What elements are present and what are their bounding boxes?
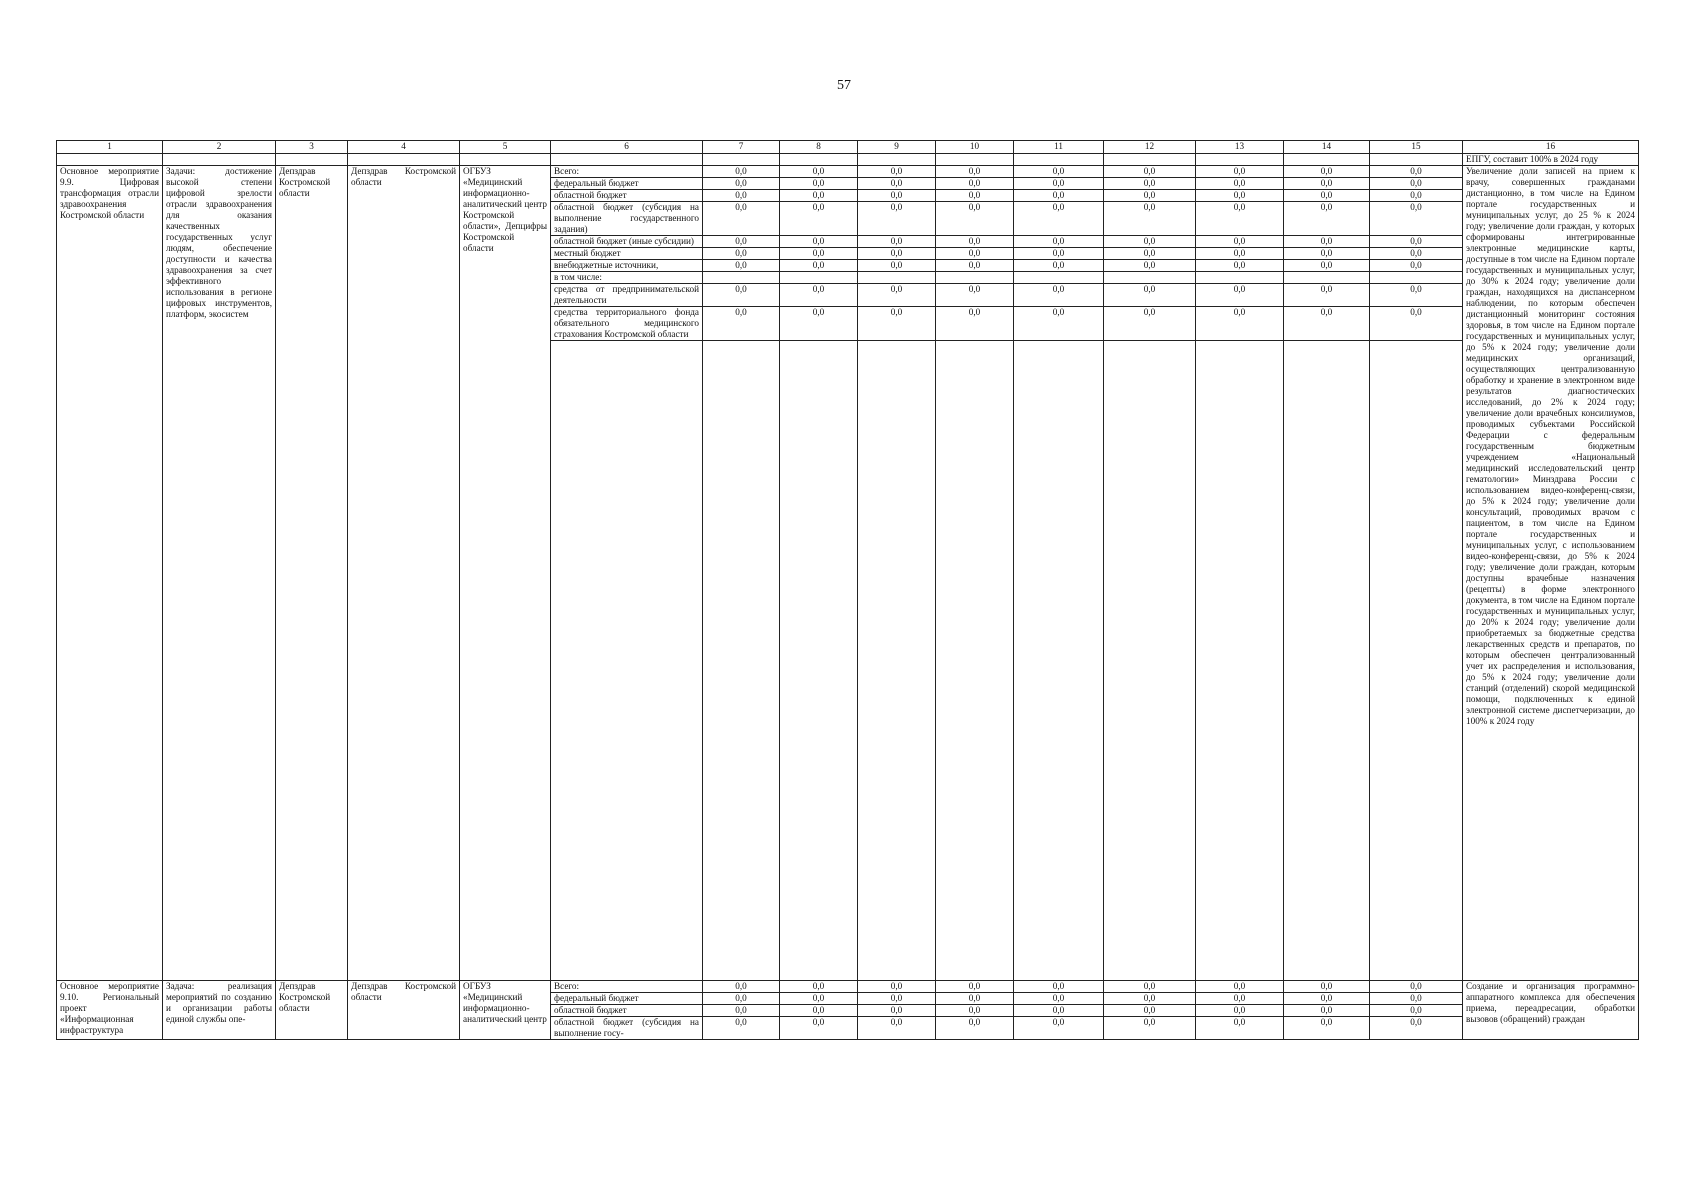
cell-value: 0,0: [1014, 236, 1104, 248]
cell-value: 0,0: [703, 284, 780, 307]
cell-value: 0,0: [1370, 993, 1463, 1005]
measure-tasks: Задача: реализация мероприятий по созданию и организации работы единой службы опе-: [163, 981, 276, 1040]
cell-value: 0,0: [1196, 166, 1284, 178]
cell-value: 0,0: [858, 307, 936, 341]
cell-value: 0,0: [780, 284, 858, 307]
col-number: 2: [163, 141, 276, 154]
cell-value: 0,0: [780, 260, 858, 272]
cell-value: 0,0: [858, 248, 936, 260]
cell-value: 0,0: [1196, 202, 1284, 236]
participant: ОГБУЗ «Медицинский информационно-аналитический центр Костромской области», Депцифры Костромской области: [460, 166, 551, 981]
cell-value: 0,0: [703, 190, 780, 202]
col-number: 10: [936, 141, 1014, 154]
cell-value: 0,0: [936, 178, 1014, 190]
col-number: 3: [276, 141, 348, 154]
source-label: местный бюджет: [551, 248, 703, 260]
cell-value: 0,0: [1014, 190, 1104, 202]
source-label: в том числе:: [551, 272, 703, 284]
cell-value: 0,0: [1196, 1017, 1284, 1040]
cell-value: 0,0: [936, 202, 1014, 236]
continuation-row: [57, 154, 1639, 166]
cell-value: 0,0: [858, 981, 936, 993]
source-label: федеральный бюджет: [551, 178, 703, 190]
cell-value: 0,0: [1014, 166, 1104, 178]
cell-value: 0,0: [780, 1005, 858, 1017]
cell-value: 0,0: [1370, 981, 1463, 993]
col-number: 6: [551, 141, 703, 154]
cell-value: 0,0: [780, 248, 858, 260]
measure-name: Основное мероприятие 9.9. Цифровая трансформация отрасли здравоохранения Костромской области: [57, 166, 163, 981]
source-label: Всего:: [551, 981, 703, 993]
cell-value: 0,0: [703, 236, 780, 248]
cell-value: 0,0: [1104, 1005, 1196, 1017]
cell-value: 0,0: [1284, 166, 1370, 178]
cell-value: 0,0: [936, 260, 1014, 272]
cell-value: 0,0: [858, 284, 936, 307]
cell-value: 0,0: [1370, 1017, 1463, 1040]
cell-value: 0,0: [1104, 1017, 1196, 1040]
col-number: 5: [460, 141, 551, 154]
cell-value: 0,0: [1284, 1017, 1370, 1040]
co-executor: Депздрав Костромской области: [348, 166, 460, 981]
table-row: [57, 981, 1639, 993]
cell-value: 0,0: [1104, 981, 1196, 993]
cell-value: 0,0: [1104, 307, 1196, 341]
responsible-executor: Депздрав Костромской области: [276, 981, 348, 1040]
col-number: 14: [1284, 141, 1370, 154]
cell-value: 0,0: [1284, 178, 1370, 190]
cell-value: 0,0: [780, 190, 858, 202]
col-number: 8: [780, 141, 858, 154]
cell-value: 0,0: [1370, 166, 1463, 178]
cell-value: 0,0: [858, 260, 936, 272]
cell-value: 0,0: [1196, 178, 1284, 190]
cell-value: 0,0: [1104, 236, 1196, 248]
cell-value: 0,0: [1014, 178, 1104, 190]
cell-value: 0,0: [703, 993, 780, 1005]
source-label: областной бюджет (субсидия на выполнение государственного задания): [551, 202, 703, 236]
cell-value: 0,0: [1196, 993, 1284, 1005]
cell-value: 0,0: [1284, 981, 1370, 993]
cell-value: 0,0: [703, 981, 780, 993]
cell-value: 0,0: [1370, 307, 1463, 341]
cell-value: 0,0: [858, 166, 936, 178]
cell-value: 0,0: [703, 248, 780, 260]
cell-value: 0,0: [1104, 166, 1196, 178]
cell-value: 0,0: [1196, 307, 1284, 341]
cell-value: 0,0: [936, 236, 1014, 248]
cell-value: [780, 272, 858, 284]
cell-value: 0,0: [780, 236, 858, 248]
cell-value: 0,0: [780, 202, 858, 236]
cell-value: 0,0: [780, 307, 858, 341]
cell-value: 0,0: [780, 993, 858, 1005]
cell-value: 0,0: [858, 1017, 936, 1040]
measure-name: Основное мероприятие 9.10. Региональный проект «Информационная инфраструктура: [57, 981, 163, 1040]
cell-value: 0,0: [858, 178, 936, 190]
cell-value: 0,0: [1370, 178, 1463, 190]
source-label: областной бюджет: [551, 1005, 703, 1017]
cell-value: 0,0: [1014, 1005, 1104, 1017]
co-executor: Депздрав Костромской области: [348, 981, 460, 1040]
cell-value: 0,0: [1370, 1005, 1463, 1017]
table-row: [57, 166, 1639, 178]
source-label: областной бюджет (иные субсидии): [551, 236, 703, 248]
cell-value: 0,0: [780, 178, 858, 190]
cell-value: 0,0: [1284, 993, 1370, 1005]
cell-value: 0,0: [1284, 284, 1370, 307]
cell-value: 0,0: [936, 190, 1014, 202]
cell-value: 0,0: [1284, 202, 1370, 236]
source-label: федеральный бюджет: [551, 993, 703, 1005]
cell-value: 0,0: [1014, 284, 1104, 307]
cell-value: 0,0: [1104, 248, 1196, 260]
cell-value: 0,0: [780, 166, 858, 178]
cell-value: 0,0: [1104, 260, 1196, 272]
cell-value: 0,0: [703, 202, 780, 236]
cell-value: 0,0: [1104, 202, 1196, 236]
cell-value: 0,0: [1284, 260, 1370, 272]
source-label: Всего:: [551, 166, 703, 178]
cell-value: 0,0: [1014, 307, 1104, 341]
cell-value: [1370, 272, 1463, 284]
page-number: 57: [837, 78, 851, 93]
cell-value: 0,0: [1104, 284, 1196, 307]
cell-value: 0,0: [1014, 981, 1104, 993]
responsible-executor: Депздрав Костромской области: [276, 166, 348, 981]
col-number: 9: [858, 141, 936, 154]
cell-value: [936, 272, 1014, 284]
outcome-text: Увеличение доли записей на прием к врачу, совершенных гражданами дистанционно, в том числе на Едином портале государственных и муниципальных услуг, до 25 % к 2024 году; увеличение доли граждан, у которых сформированы интегрированные электронные медицинские карты, доступные в том числе на Едином портале государственных и муниципальных услуг, до 30% к 2024 году; увеличение доли граждан, находящихся на диспансерном наблюдении, по которым обеспечен дистанционный мониторинг состояния здоровья, в том числе на Едином портале государственных и муниципальных услуг, до 5% к 2024 году; увеличение доли медицинских организаций, осуществляющих централизованную обработку и хранение в электронном виде результатов диагностических исследований, до 2% к 2024 году; увеличение доли врачебных консилиумов, проводимых субъектами Российской Федерации с федеральным государственным бюджетным учреждением «Национальный медицинский исследовательский центр гематологии» Минздрава России с использованием видео-конференц-связи, до 5% к 2024 году; увеличение доли консультаций, проводимых врачом с пациентом, в том числе на Едином портале государственных и муниципальных услуг, с использованием видео-конференц-связи, до 5% к 2024 году; увеличение доли граждан, которым доступны врачебные назначения (рецепты) в форме электронного документа, в том числе на Едином портале государственных и муниципальных услуг, до 20% к 2024 году; увеличение доли приобретаемых за бюджетные средства лекарственных средств и препаратов, по которым обеспечен централизованный учет их распределения и использования, до 5% к 2024 году; увеличение доли станций (отделений) скорой медицинской помощи, подключенных к единой электронной системе диспетчеризации, до 100% к 2024 году: [1463, 166, 1639, 981]
cell-value: 0,0: [936, 1017, 1014, 1040]
cell-value: [1196, 272, 1284, 284]
source-label: средства территориального фонда обязательного медицинского страхования Костромской области: [551, 307, 703, 341]
cell-value: 0,0: [1370, 202, 1463, 236]
cell-value: 0,0: [1370, 284, 1463, 307]
cell-value: 0,0: [703, 1005, 780, 1017]
col-number: 16: [1463, 141, 1639, 154]
col-number: 13: [1196, 141, 1284, 154]
cell-value: 0,0: [936, 307, 1014, 341]
cell-value: [858, 272, 936, 284]
cell-value: 0,0: [1284, 307, 1370, 341]
cell-value: 0,0: [1370, 260, 1463, 272]
cell-value: 0,0: [1014, 260, 1104, 272]
cell-value: 0,0: [703, 260, 780, 272]
cell-value: [1284, 272, 1370, 284]
cell-value: 0,0: [936, 981, 1014, 993]
col-number: 11: [1014, 141, 1104, 154]
source-label: областной бюджет: [551, 190, 703, 202]
cell-value: 0,0: [936, 1005, 1014, 1017]
cell-value: 0,0: [858, 190, 936, 202]
program-table: [56, 140, 1639, 1040]
cell-value: 0,0: [703, 166, 780, 178]
outcome-text: ЕПГУ, составит 100% в 2024 году: [1463, 154, 1639, 166]
cell-value: 0,0: [1104, 993, 1196, 1005]
cell-value: [1014, 272, 1104, 284]
cell-value: 0,0: [936, 166, 1014, 178]
col-number: 4: [348, 141, 460, 154]
cell-value: 0,0: [858, 236, 936, 248]
col-number: 1: [57, 141, 163, 154]
cell-value: 0,0: [1196, 248, 1284, 260]
cell-value: 0,0: [1014, 248, 1104, 260]
participant: ОГБУЗ «Медицинский информационно-аналитический центр: [460, 981, 551, 1040]
cell-value: 0,0: [703, 1017, 780, 1040]
cell-value: 0,0: [1196, 981, 1284, 993]
cell-value: 0,0: [1284, 248, 1370, 260]
cell-value: 0,0: [1370, 190, 1463, 202]
cell-value: 0,0: [1014, 993, 1104, 1005]
measure-tasks: Задачи: достижение высокой степени цифровой зрелости отрасли здравоохранения для оказания качественных государственных услуг людям, обеспечение доступности и качества здравоохранения за счет эффективного использования в регионе цифровых инструментов, платформ, экосистем: [163, 166, 276, 981]
cell-value: 0,0: [1196, 260, 1284, 272]
cell-value: 0,0: [1014, 1017, 1104, 1040]
cell-value: 0,0: [936, 248, 1014, 260]
cell-value: 0,0: [703, 178, 780, 190]
cell-value: 0,0: [936, 993, 1014, 1005]
col-number: 12: [1104, 141, 1196, 154]
col-number: 7: [703, 141, 780, 154]
cell-value: 0,0: [1104, 190, 1196, 202]
cell-value: 0,0: [858, 202, 936, 236]
cell-value: 0,0: [1284, 190, 1370, 202]
cell-value: 0,0: [1370, 236, 1463, 248]
source-label: средства от предпринимательской деятельности: [551, 284, 703, 307]
cell-value: 0,0: [1104, 178, 1196, 190]
cell-value: [1104, 272, 1196, 284]
cell-value: 0,0: [1196, 1005, 1284, 1017]
cell-value: [703, 272, 780, 284]
source-label: областной бюджет (субсидия на выполнение госу-: [551, 1017, 703, 1040]
source-label: внебюджетные источники,: [551, 260, 703, 272]
cell-value: 0,0: [858, 1005, 936, 1017]
cell-value: 0,0: [1284, 1005, 1370, 1017]
cell-value: 0,0: [1196, 236, 1284, 248]
cell-value: 0,0: [1196, 190, 1284, 202]
column-number-row: [57, 141, 1639, 154]
cell-value: 0,0: [1014, 202, 1104, 236]
outcome-text: Создание и организация программно-аппаратного комплекса для обеспечения приема, переадресации, обработки вызовов (обращений) граждан: [1463, 981, 1639, 1040]
cell-value: 0,0: [703, 307, 780, 341]
cell-value: 0,0: [936, 284, 1014, 307]
cell-value: 0,0: [1284, 236, 1370, 248]
cell-value: 0,0: [1370, 248, 1463, 260]
cell-value: 0,0: [1196, 284, 1284, 307]
cell-value: 0,0: [780, 981, 858, 993]
cell-value: 0,0: [858, 993, 936, 1005]
col-number: 15: [1370, 141, 1463, 154]
cell-value: 0,0: [780, 1017, 858, 1040]
